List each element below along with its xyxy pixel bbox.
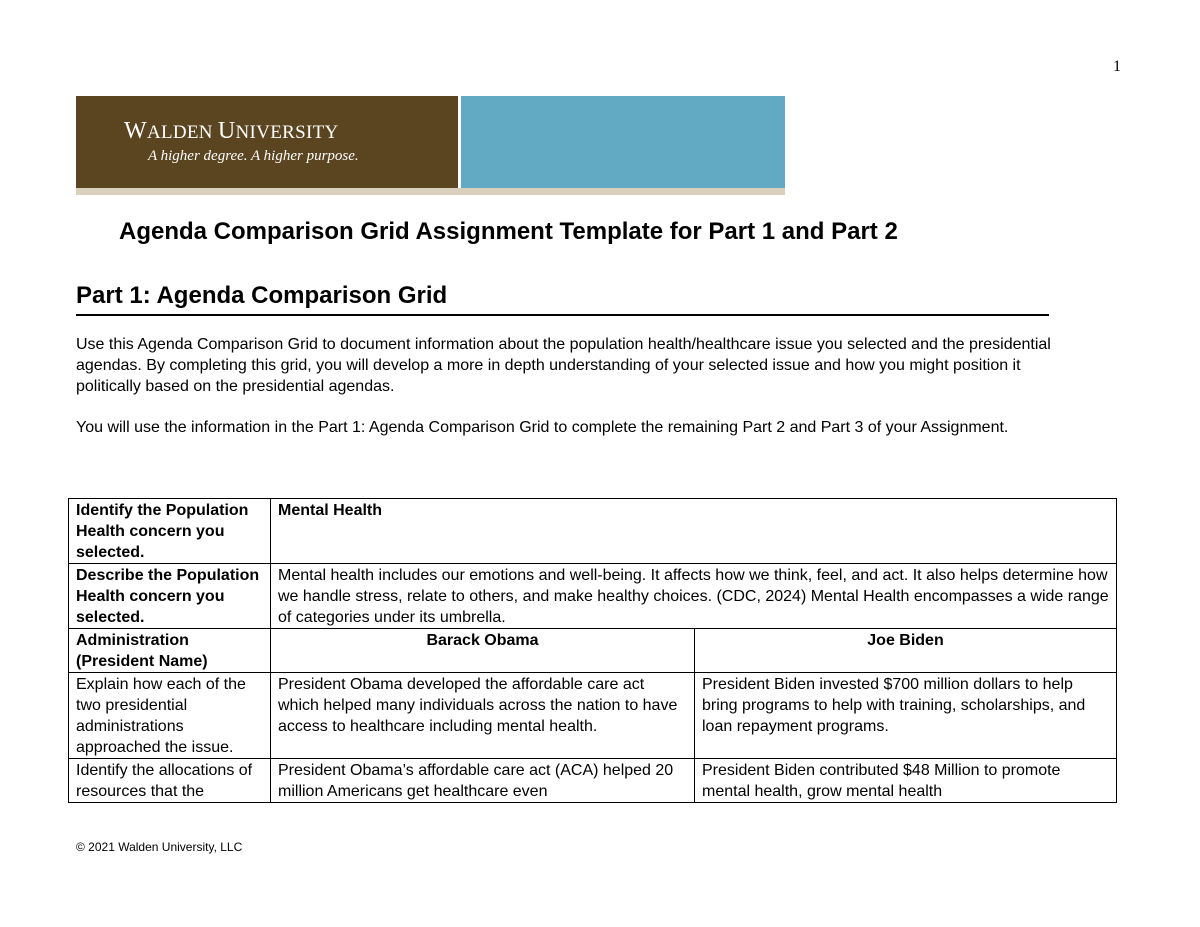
banner-brown-panel [76, 96, 458, 188]
walden-university-banner [76, 96, 785, 195]
president-2-approach[interactable]: President Biden invested $700 million dollars to help bring programs to help with training, scholarships, and loan repayment programs. [695, 673, 1117, 759]
table-row-allocations [69, 759, 1117, 803]
president-2-allocations[interactable]: President Biden contributed $48 Million to promote mental health, grow mental health [695, 759, 1117, 803]
administration-label: Administration (President Name) [69, 629, 271, 673]
table-row-administration [69, 629, 1117, 673]
table-row-identify-concern [69, 499, 1117, 564]
allocations-label: Identify the allocations of resources that the [69, 759, 271, 803]
banner-blue-panel [461, 96, 785, 188]
identify-concern-label: Identify the Population Health concern you selected. [69, 499, 271, 564]
part1-heading: Part 1: Agenda Comparison Grid [76, 282, 1049, 316]
intro-paragraph-2: You will use the information in the Part 1: Agenda Comparison Grid to complete the remaining Part 2 and Part 3 of your Assignment. [76, 419, 1009, 436]
identify-concern-value[interactable]: Mental Health [271, 499, 1117, 564]
copyright-footer: © 2021 Walden University, LLC [76, 840, 243, 854]
wordmark-initial-u: U [217, 118, 236, 144]
president-2-name[interactable]: Joe Biden [695, 629, 1117, 673]
president-1-allocations[interactable]: President Obama’s affordable care act (ACA) helped 20 million Americans get healthcare even [271, 759, 695, 803]
approach-label: Explain how each of the two presidential administrations approached the issue. [69, 673, 271, 759]
president-1-name[interactable]: Barack Obama [271, 629, 695, 673]
president-1-approach[interactable]: President Obama developed the affordable care act which helped many individuals across the nation to have access to healthcare including mental health. [271, 673, 695, 759]
document-title: Agenda Comparison Grid Assignment Template for Part 1 and Part 2 [119, 218, 898, 245]
wordmark-initial-w: W [124, 118, 147, 144]
university-tagline: A higher degree. A higher purpose. [148, 148, 359, 164]
page-number: 1 [1113, 58, 1121, 75]
intro-paragraph-1: Use this Agenda Comparison Grid to document information about the population health/healthcare issue you selected and the presidential agendas. By completing this grid, you will develop a more in depth understanding of your selected issue and how you might position it politically based on the presidential agendas. [76, 336, 1051, 395]
wordmark-rest-alden: ALDEN [146, 122, 218, 143]
describe-concern-value[interactable]: Mental health includes our emotions and well-being. It affects how we think, feel, and act. It also helps determine how we handle stress, relate to others, and make healthy choices. (CDC, 2024) Mental Health encompasses a wide range of categories under its umbrella. [271, 564, 1117, 629]
university-logo-wordmark [124, 118, 339, 145]
agenda-comparison-grid [68, 498, 1117, 803]
table-row-describe-concern [69, 564, 1117, 629]
describe-concern-label: Describe the Population Health concern you selected. [69, 564, 271, 629]
table-row-approach [69, 673, 1117, 759]
wordmark-rest-university: NIVERSITY [235, 122, 339, 143]
banner-bottom-strip [76, 188, 785, 195]
